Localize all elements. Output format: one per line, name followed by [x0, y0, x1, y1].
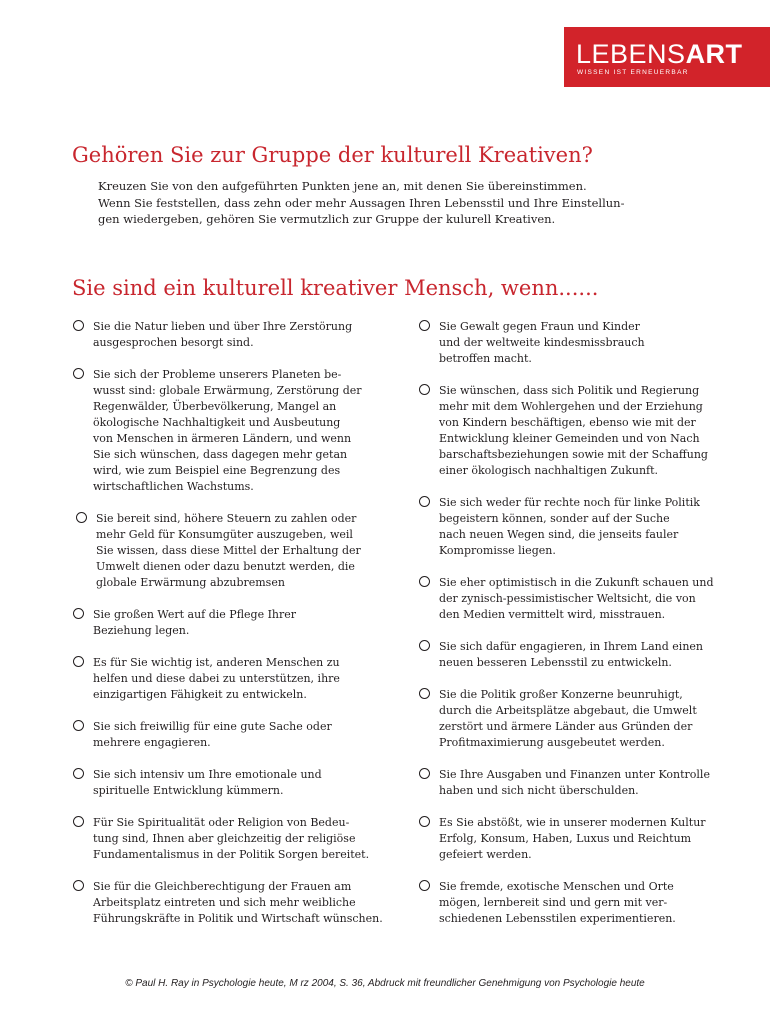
checklist-item[interactable]: Sie für die Gleichberechtigung der Frauen am Arbeitsplatz eintreten und sich mehr weibliche Führungskräfte in Politik und Wirtschaft wünschen. [72, 879, 407, 927]
checkbox-circle-icon[interactable] [419, 320, 430, 331]
checkbox-circle-icon[interactable] [73, 816, 84, 827]
checklist-left-column [72, 319, 407, 927]
checklist-right-column [418, 319, 758, 927]
logo-wordmark: LEBENSART [576, 39, 743, 69]
checkbox-circle-icon[interactable] [73, 720, 84, 731]
checkbox-circle-icon[interactable] [73, 608, 84, 619]
checkbox-circle-icon[interactable] [419, 768, 430, 779]
page-title: Gehören Sie zur Gruppe der kulturell Kreativen? [72, 143, 593, 167]
checklist-item[interactable]: Für Sie Spiritualität oder Religion von Bedeu- tung sind, Ihnen aber gleichzeitig der religiöse Fundamentalismus in der Politik Sorgen bereitet. [72, 815, 407, 863]
checklist-item[interactable]: Sie Ihre Ausgaben und Finanzen unter Kontrolle haben und sich nicht überschulden. [418, 767, 758, 799]
checkbox-circle-icon[interactable] [419, 816, 430, 827]
intro-line: gen wiedergeben, gehören Sie vermutzlich zur Gruppe der kulurell Kreativen. [98, 212, 556, 226]
checklist-item[interactable]: Es für Sie wichtig ist, anderen Menschen zu helfen und diese dabei zu unterstützen, ihre einzigartigen Fähigkeit zu entwickeln. [72, 655, 407, 703]
section-heading: Sie sind ein kulturell kreativer Mensch, wenn...... [72, 276, 599, 300]
checklist-item[interactable]: Sie sich freiwillig für eine gute Sache oder mehrere engagieren. [72, 719, 407, 751]
checkbox-circle-icon[interactable] [419, 640, 430, 651]
checklist-item[interactable]: Sie wünschen, dass sich Politik und Regierung mehr mit dem Wohlergehen und der Erziehung von Kindern beschäftigen, ebenso wie mit der Entwicklung kleiner Gemeinden und von Nach barschaftsbeziehungen sowie mit der Schaffung einer ökologisch nachhaltigen Zukunft. [418, 383, 758, 479]
lebensart-logo [564, 27, 770, 87]
copyright-footer: © Paul H. Ray in Psychologie heute, M rz 2004, S. 36, Abdruck mit freundlicher Genehmigung von Psychologie heute [125, 978, 645, 989]
checkbox-circle-icon[interactable] [419, 688, 430, 699]
checkbox-circle-icon[interactable] [73, 656, 84, 667]
checkbox-circle-icon[interactable] [73, 768, 84, 779]
intro-text [98, 178, 698, 228]
checklist-item[interactable]: Sie die Natur lieben und über Ihre Zerstörung ausgesprochen besorgt sind. [72, 319, 407, 351]
checkbox-circle-icon[interactable] [419, 496, 430, 507]
checklist-item[interactable]: Sie bereit sind, höhere Steuern zu zahlen oder mehr Geld für Konsumgüter auszugeben, weil Sie wissen, dass diese Mittel der Erhaltung der Umwelt dienen oder dazu benutzt werden, die globale Erwärmung abzubremsen [72, 511, 407, 591]
checklist-item[interactable]: Sie sich intensiv um Ihre emotionale und spirituelle Entwicklung kümmern. [72, 767, 407, 799]
checkbox-circle-icon[interactable] [73, 320, 84, 331]
checklist-item[interactable]: Sie sich dafür engagieren, in Ihrem Land einen neuen besseren Lebensstil zu entwickeln. [418, 639, 758, 671]
checklist-item[interactable]: Es Sie abstößt, wie in unserer modernen Kultur Erfolg, Konsum, Haben, Luxus und Reichtum gefeiert werden. [418, 815, 758, 863]
intro-line: Wenn Sie feststellen, dass zehn oder mehr Aussagen Ihren Lebensstil und Ihre Einstellun- [98, 195, 625, 210]
intro-line: Kreuzen Sie von den aufgeführten Punkten jene an, mit denen Sie übereinstimmen. [98, 179, 587, 193]
logo-tagline: WISSEN IST ERNEUERBAR [577, 69, 689, 76]
checklist-item[interactable]: Sie die Politik großer Konzerne beunruhigt, durch die Arbeitsplätze abgebaut, die Umwelt zerstört und ärmere Länder aus Gründen der Profitmaximierung ausgebeutet werden. [418, 687, 758, 751]
checkbox-circle-icon[interactable] [76, 512, 87, 523]
checklist-item[interactable]: Sie Gewalt gegen Fraun und Kinder und der weltweite kindesmissbrauch betroffen macht. [418, 319, 758, 367]
checkbox-circle-icon[interactable] [73, 880, 84, 891]
checklist-item[interactable]: Sie großen Wert auf die Pflege Ihrer Beziehung legen. [72, 607, 407, 639]
checkbox-circle-icon[interactable] [419, 384, 430, 395]
checklist-item[interactable]: Sie sich weder für rechte noch für linke Politik begeistern können, sonder auf der Suche nach neuen Wegen sind, die jenseits fauler Kompromisse liegen. [418, 495, 758, 559]
checkbox-circle-icon[interactable] [419, 880, 430, 891]
checklist-item[interactable]: Sie eher optimistisch in die Zukunft schauen und der zynisch-pessimistischer Weltsicht, die von den Medien vermittelt wird, misstrauen. [418, 575, 758, 623]
checklist-item[interactable]: Sie fremde, exotische Menschen und Orte mögen, lernbereit sind und gern mit ver- schiedenen Lebensstilen experimentieren. [418, 879, 758, 927]
checkbox-circle-icon[interactable] [419, 576, 430, 587]
checkbox-circle-icon[interactable] [73, 368, 84, 379]
checklist-item[interactable]: Sie sich der Probleme unserers Planeten be- wusst sind: globale Erwärmung, Zerstörung der Regenwälder, Überbevölkerung, Mangel an ökologische Nachhaltigkeit und Ausbeutung von Menschen in ärmeren Ländern, und wenn Sie sich wünschen, dass dagegen mehr getan wird, wie zum Beispiel eine Begrenzung des wirtschaftlichen Wachstums. [72, 367, 407, 495]
